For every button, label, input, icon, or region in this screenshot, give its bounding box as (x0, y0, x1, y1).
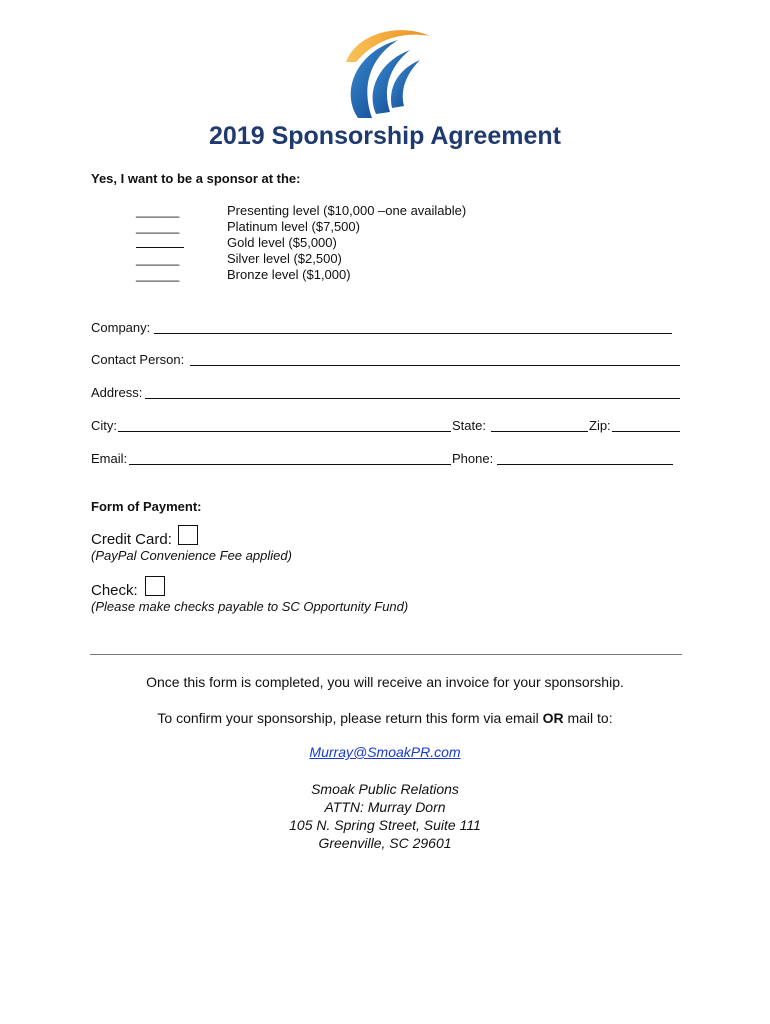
platinum-level-label: Platinum level ($7,500) (227, 219, 360, 234)
divider (90, 654, 682, 655)
contact-person-field[interactable] (190, 365, 680, 366)
silver-blank[interactable]: ______ (136, 251, 180, 266)
address-line-2: ATTN: Murray Dorn (324, 799, 446, 815)
email-link[interactable]: Murray@SmoakPR.com (309, 744, 461, 760)
invoice-text: Once this form is completed, you will receive an invoice for your sponsorship. (146, 674, 624, 690)
confirm-text-before: To confirm your sponsorship, please return this form via email (157, 710, 543, 726)
state-field[interactable] (491, 431, 588, 432)
company-label: Company: (91, 320, 151, 335)
email-label: Email: (91, 451, 128, 466)
phone-field[interactable] (497, 464, 673, 465)
credit-card-note: (PayPal Convenience Fee applied) (91, 548, 292, 563)
bronze-blank[interactable]: ______ (136, 267, 180, 282)
presenting-blank[interactable]: ______ (136, 203, 180, 218)
credit-card-label: Credit Card: (91, 531, 172, 548)
city-label: City: (91, 418, 117, 433)
payment-heading: Form of Payment: (91, 499, 202, 514)
page-title: 2019 Sponsorship Agreement (209, 122, 561, 150)
confirm-text (0, 710, 770, 726)
city-field[interactable] (118, 431, 451, 432)
address-line-1: Smoak Public Relations (311, 781, 459, 797)
gold-level-label: Gold level ($5,000) (227, 235, 337, 250)
address-line-3: 105 N. Spring Street, Suite 111 (289, 817, 481, 833)
gold-blank[interactable] (136, 238, 184, 248)
company-field[interactable] (154, 333, 672, 334)
logo-icon (338, 22, 434, 122)
bronze-level-label: Bronze level ($1,000) (227, 267, 351, 282)
platinum-blank[interactable]: ______ (136, 219, 180, 234)
intro-text: Yes, I want to be a sponsor at the: (91, 171, 301, 186)
credit-card-checkbox[interactable] (178, 525, 198, 545)
address-field[interactable] (145, 398, 680, 399)
silver-level-label: Silver level ($2,500) (227, 251, 342, 266)
presenting-level-label: Presenting level ($10,000 –one available) (227, 203, 467, 218)
zip-label: Zip: (589, 418, 611, 433)
contact-person-label: Contact Person: (91, 352, 185, 367)
confirm-text-after: mail to: (563, 710, 613, 726)
zip-field[interactable] (612, 431, 680, 432)
address-label: Address: (91, 385, 143, 400)
state-label: State: (452, 418, 486, 433)
email-line (0, 744, 770, 760)
address-line-4: Greenville, SC 29601 (318, 835, 452, 851)
check-label: Check: (91, 582, 138, 599)
check-note: (Please make checks payable to SC Opportunity Fund) (91, 599, 409, 614)
check-checkbox[interactable] (145, 576, 165, 596)
phone-label: Phone: (452, 451, 494, 466)
confirm-text-or: OR (542, 710, 564, 726)
email-field[interactable] (129, 464, 451, 465)
